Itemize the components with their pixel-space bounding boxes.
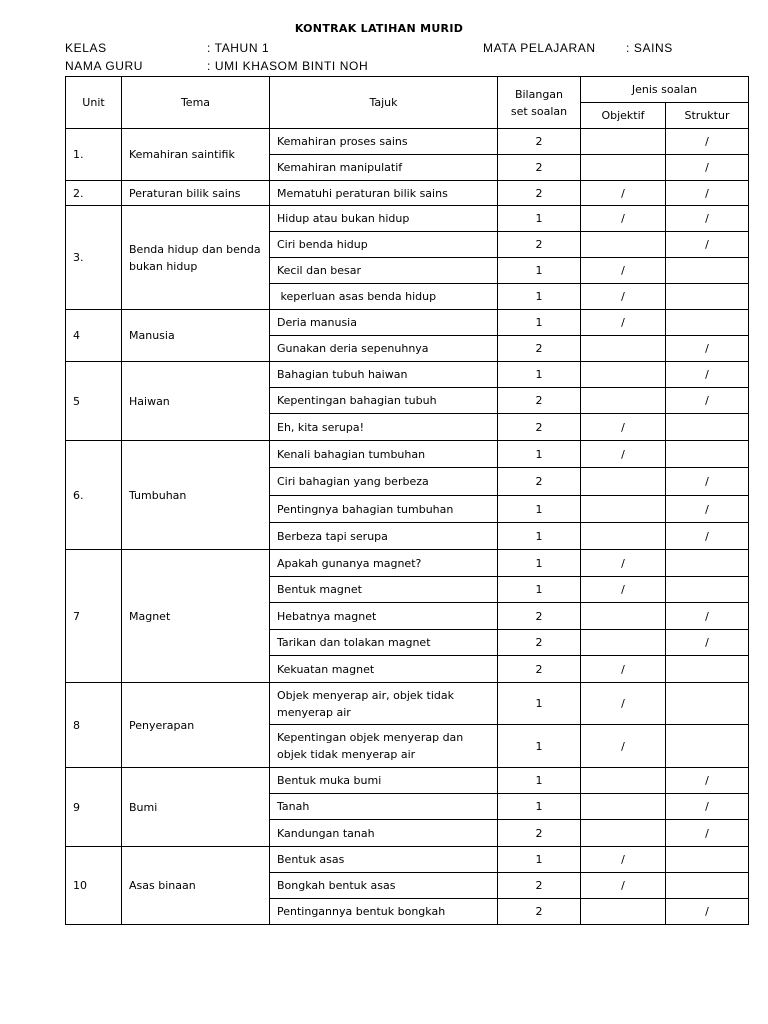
table-row xyxy=(66,550,749,577)
tajuk-cell: Eh, kita serupa! xyxy=(270,414,498,441)
tema-cell: Benda hidup dan benda bukan hidup xyxy=(122,206,270,310)
bilangan-cell: 2 xyxy=(498,873,581,899)
tajuk-cell: Bentuk magnet xyxy=(270,577,498,603)
struktur-cell xyxy=(666,310,749,336)
tema-cell: Tumbuhan xyxy=(122,441,270,550)
tajuk-cell: Gunakan deria sepenuhnya xyxy=(270,336,498,362)
struktur-cell: / xyxy=(666,232,749,258)
objektif-cell xyxy=(581,129,666,155)
objektif-cell xyxy=(581,155,666,181)
objektif-cell: / xyxy=(581,206,666,232)
bilangan-cell: 2 xyxy=(498,414,581,441)
objektif-cell xyxy=(581,232,666,258)
objektif-cell xyxy=(581,630,666,656)
objektif-cell xyxy=(581,362,666,388)
header-bilangan: Bilangan set soalan xyxy=(498,77,581,129)
bilangan-cell: 2 xyxy=(498,899,581,925)
objektif-cell: / xyxy=(581,258,666,284)
bilangan-cell: 2 xyxy=(498,656,581,683)
table-row xyxy=(66,206,749,232)
tajuk-cell: Pentingannya bentuk bongkah xyxy=(270,899,498,925)
tajuk-cell: Bahagian tubuh haiwan xyxy=(270,362,498,388)
tajuk-cell: Apakah gunanya magnet? xyxy=(270,550,498,577)
struktur-cell: / xyxy=(666,129,749,155)
table-row xyxy=(66,129,749,155)
tajuk-cell: Bentuk asas xyxy=(270,847,498,873)
unit-cell: 7 xyxy=(66,550,122,683)
bilangan-cell: 1 xyxy=(498,794,581,820)
objektif-cell xyxy=(581,523,666,550)
bilangan-cell: 2 xyxy=(498,820,581,847)
struktur-cell: / xyxy=(666,468,749,496)
table-row xyxy=(66,441,749,468)
unit-cell: 2. xyxy=(66,181,122,206)
objektif-cell: / xyxy=(581,441,666,468)
bilangan-cell: 2 xyxy=(498,468,581,496)
guru-label: NAMA GURU xyxy=(65,59,144,73)
objektif-cell xyxy=(581,603,666,630)
struktur-cell: / xyxy=(666,794,749,820)
objektif-cell: / xyxy=(581,873,666,899)
table-row xyxy=(66,683,749,725)
kelas-value: : TAHUN 1 xyxy=(207,41,270,55)
struktur-cell xyxy=(666,414,749,441)
struktur-cell xyxy=(666,550,749,577)
struktur-cell xyxy=(666,725,749,768)
subject-value: : SAINS xyxy=(626,41,673,55)
objektif-cell xyxy=(581,336,666,362)
unit-cell: 8 xyxy=(66,683,122,768)
tajuk-cell: Kekuatan magnet xyxy=(270,656,498,683)
struktur-cell: / xyxy=(666,155,749,181)
struktur-cell: / xyxy=(666,388,749,414)
objektif-cell: / xyxy=(581,725,666,768)
bilangan-cell: 2 xyxy=(498,388,581,414)
tema-cell: Peraturan bilik sains xyxy=(122,181,270,206)
struktur-cell xyxy=(666,284,749,310)
unit-cell: 3. xyxy=(66,206,122,310)
struktur-cell xyxy=(666,441,749,468)
tajuk-cell: Hebatnya magnet xyxy=(270,603,498,630)
bilangan-cell: 1 xyxy=(498,496,581,523)
tajuk-cell: Pentingnya bahagian tumbuhan xyxy=(270,496,498,523)
struktur-cell xyxy=(666,656,749,683)
struktur-cell: / xyxy=(666,206,749,232)
tajuk-cell: Kemahiran manipulatif xyxy=(270,155,498,181)
guru-value: : UMI KHASOM BINTI NOH xyxy=(207,59,369,73)
tajuk-cell: Hidup atau bukan hidup xyxy=(270,206,498,232)
tema-cell: Magnet xyxy=(122,550,270,683)
objektif-cell xyxy=(581,496,666,523)
objektif-cell xyxy=(581,794,666,820)
unit-cell: 10 xyxy=(66,847,122,925)
table-row xyxy=(66,362,749,388)
bilangan-cell: 2 xyxy=(498,336,581,362)
struktur-cell: / xyxy=(666,820,749,847)
kelas-label: KELAS xyxy=(65,41,107,55)
bilangan-cell: 2 xyxy=(498,181,581,206)
struktur-cell xyxy=(666,683,749,725)
struktur-cell: / xyxy=(666,181,749,206)
bilangan-cell: 1 xyxy=(498,577,581,603)
tajuk-cell: Deria manusia xyxy=(270,310,498,336)
table-body xyxy=(66,129,749,925)
subject-label: MATA PELAJARAN xyxy=(483,41,596,55)
struktur-cell: / xyxy=(666,768,749,794)
tajuk-cell: Objek menyerap air, objek tidak menyerap air xyxy=(270,683,498,725)
struktur-cell xyxy=(666,258,749,284)
bilangan-cell: 2 xyxy=(498,155,581,181)
tajuk-cell: Kepentingan bahagian tubuh xyxy=(270,388,498,414)
tajuk-cell: Bentuk muka bumi xyxy=(270,768,498,794)
tema-cell: Penyerapan xyxy=(122,683,270,768)
objektif-cell: / xyxy=(581,656,666,683)
bilangan-cell: 1 xyxy=(498,284,581,310)
tajuk-cell: keperluan asas benda hidup xyxy=(270,284,498,310)
struktur-cell: / xyxy=(666,899,749,925)
objektif-cell: / xyxy=(581,284,666,310)
unit-cell: 9 xyxy=(66,768,122,847)
objektif-cell: / xyxy=(581,683,666,725)
objektif-cell xyxy=(581,468,666,496)
unit-cell: 5 xyxy=(66,362,122,441)
bilangan-cell: 1 xyxy=(498,725,581,768)
tema-cell: Haiwan xyxy=(122,362,270,441)
bilangan-cell: 1 xyxy=(498,523,581,550)
tajuk-cell: Ciri bahagian yang berbeza xyxy=(270,468,498,496)
bilangan-cell: 2 xyxy=(498,603,581,630)
struktur-cell: / xyxy=(666,496,749,523)
header-tema: Tema xyxy=(122,77,270,129)
tajuk-cell: Berbeza tapi serupa xyxy=(270,523,498,550)
bilangan-cell: 1 xyxy=(498,768,581,794)
objektif-cell: / xyxy=(581,550,666,577)
tajuk-cell: Mematuhi peraturan bilik sains xyxy=(270,181,498,206)
table-row xyxy=(66,768,749,794)
bilangan-cell: 1 xyxy=(498,683,581,725)
header-objektif: Objektif xyxy=(581,103,666,129)
struktur-cell xyxy=(666,873,749,899)
bilangan-cell: 1 xyxy=(498,258,581,284)
objektif-cell: / xyxy=(581,847,666,873)
tema-cell: Bumi xyxy=(122,768,270,847)
table-row xyxy=(66,847,749,873)
struktur-cell: / xyxy=(666,630,749,656)
tajuk-cell: Kenali bahagian tumbuhan xyxy=(270,441,498,468)
objektif-cell: / xyxy=(581,181,666,206)
objektif-cell xyxy=(581,768,666,794)
tema-cell: Kemahiran saintifik xyxy=(122,129,270,181)
tajuk-cell: Kemahiran proses sains xyxy=(270,129,498,155)
struktur-cell: / xyxy=(666,362,749,388)
bilangan-cell: 1 xyxy=(498,847,581,873)
tajuk-cell: Kecil dan besar xyxy=(270,258,498,284)
tajuk-cell: Kepentingan objek menyerap dan objek tidak menyerap air xyxy=(270,725,498,768)
table-row xyxy=(66,181,749,206)
objektif-cell: / xyxy=(581,577,666,603)
objektif-cell xyxy=(581,388,666,414)
contract-table xyxy=(65,76,749,925)
bilangan-cell: 2 xyxy=(498,630,581,656)
bilangan-cell: 2 xyxy=(498,129,581,155)
header-unit: Unit xyxy=(66,77,122,129)
bilangan-cell: 1 xyxy=(498,310,581,336)
header-jenis-soalan: Jenis soalan xyxy=(581,77,749,103)
header-tajuk: Tajuk xyxy=(270,77,498,129)
objektif-cell xyxy=(581,820,666,847)
tajuk-cell: Ciri benda hidup xyxy=(270,232,498,258)
objektif-cell: / xyxy=(581,310,666,336)
tema-cell: Manusia xyxy=(122,310,270,362)
bilangan-cell: 1 xyxy=(498,550,581,577)
struktur-cell: / xyxy=(666,603,749,630)
tajuk-cell: Tarikan dan tolakan magnet xyxy=(270,630,498,656)
tema-cell: Asas binaan xyxy=(122,847,270,925)
document-title: KONTRAK LATIHAN MURID xyxy=(294,22,464,35)
struktur-cell: / xyxy=(666,336,749,362)
tajuk-cell: Tanah xyxy=(270,794,498,820)
tajuk-cell: Bongkah bentuk asas xyxy=(270,873,498,899)
struktur-cell: / xyxy=(666,523,749,550)
unit-cell: 4 xyxy=(66,310,122,362)
tajuk-cell: Kandungan tanah xyxy=(270,820,498,847)
bilangan-cell: 2 xyxy=(498,232,581,258)
objektif-cell: / xyxy=(581,414,666,441)
bilangan-cell: 1 xyxy=(498,362,581,388)
unit-cell: 6. xyxy=(66,441,122,550)
struktur-cell xyxy=(666,577,749,603)
objektif-cell xyxy=(581,899,666,925)
struktur-cell xyxy=(666,847,749,873)
header-struktur: Struktur xyxy=(666,103,749,129)
bilangan-cell: 1 xyxy=(498,206,581,232)
bilangan-cell: 1 xyxy=(498,441,581,468)
table-row xyxy=(66,310,749,336)
unit-cell: 1. xyxy=(66,129,122,181)
